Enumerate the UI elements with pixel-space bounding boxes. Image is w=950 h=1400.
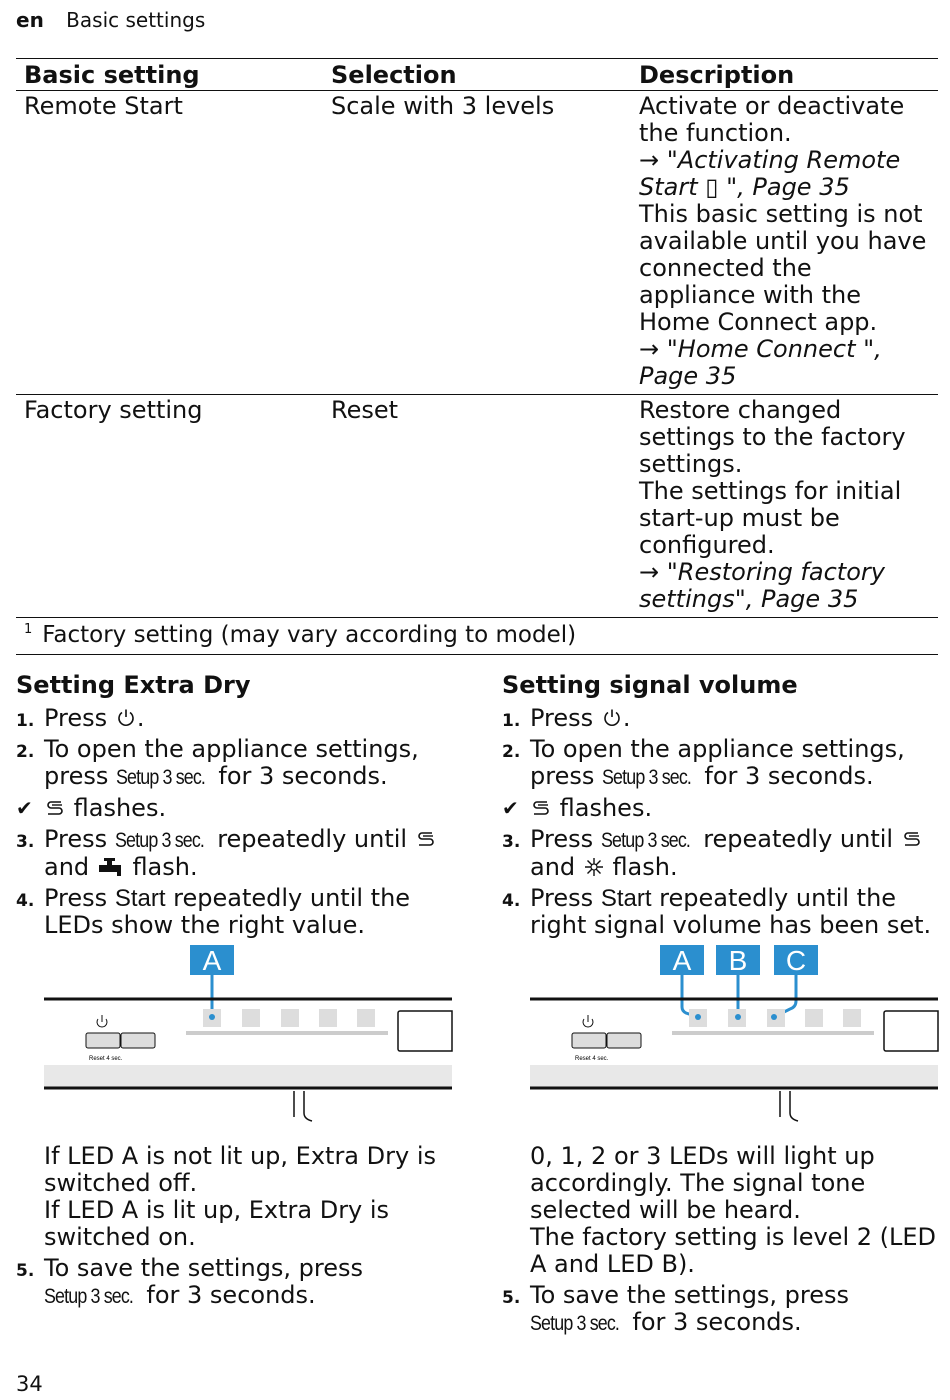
section-heading: Setting signal volume bbox=[502, 671, 798, 699]
step-text: Press bbox=[530, 825, 594, 853]
table-footnote bbox=[16, 620, 938, 655]
setup-key-label: Setup 3 sec. bbox=[114, 829, 204, 852]
led bbox=[357, 1009, 375, 1027]
description-cell bbox=[631, 91, 938, 395]
door-handle bbox=[780, 1091, 798, 1121]
step-number: 4. bbox=[502, 891, 521, 911]
step-2 bbox=[502, 736, 942, 791]
basic-settings-table bbox=[16, 58, 938, 618]
callout-label: A bbox=[672, 945, 692, 976]
page-number: 34 bbox=[16, 1372, 43, 1396]
sound-icon bbox=[583, 857, 605, 877]
table-row bbox=[16, 395, 938, 618]
step-text: Press bbox=[44, 704, 108, 732]
power-button bbox=[86, 1033, 120, 1048]
setting-s-icon bbox=[901, 829, 923, 849]
step-1: 1. Press . bbox=[502, 705, 942, 732]
step-number: 1. bbox=[502, 711, 521, 731]
footnote-mark: 1 bbox=[24, 622, 33, 637]
result-paragraph: 0, 1, 2 or 3 LEDs will light up accordingly. The signal tone selected will be heard. bbox=[530, 1142, 875, 1224]
power-icon bbox=[115, 708, 137, 728]
cross-reference-link[interactable]: → "Home Connect ", Page 35 bbox=[639, 335, 882, 390]
led bbox=[319, 1009, 337, 1027]
step-text: repeatedly until bbox=[217, 825, 408, 853]
start-key-label: Start bbox=[600, 885, 652, 912]
led bbox=[242, 1009, 260, 1027]
step-5 bbox=[502, 1282, 942, 1337]
step-text: Press bbox=[530, 884, 594, 912]
tap-icon bbox=[97, 857, 125, 877]
result-paragraph: If LED A is not lit up, Extra Dry is switched off. bbox=[44, 1142, 436, 1197]
panel-diagram bbox=[502, 945, 942, 1135]
language-tag: en bbox=[16, 8, 44, 32]
setting-s-icon bbox=[415, 829, 437, 849]
step-text: for 3 seconds. bbox=[704, 762, 874, 790]
step-text: repeatedly until the right signal volume has been set. bbox=[530, 884, 932, 939]
footnote-text: Factory setting (may vary according to model) bbox=[42, 622, 577, 648]
step-text: for 3 seconds. bbox=[146, 1281, 316, 1309]
reset-label: Reset 4 sec. bbox=[575, 1056, 609, 1062]
extra-dry-section bbox=[16, 672, 456, 1314]
power-icon bbox=[601, 708, 623, 728]
step-text: for 3 seconds. bbox=[632, 1308, 802, 1336]
step-text: flash. bbox=[612, 853, 678, 881]
step-text: flash. bbox=[132, 853, 198, 881]
door-handle bbox=[294, 1091, 312, 1121]
setup-key-label: Setup 3 sec. bbox=[602, 766, 692, 789]
selection-cell: Reset bbox=[323, 395, 631, 618]
step-number: 5. bbox=[16, 1261, 35, 1281]
step-4 bbox=[502, 885, 942, 939]
description-text: Restore changed settings to the factory settings. bbox=[639, 396, 906, 478]
selection-cell: Scale with 3 levels bbox=[323, 91, 631, 395]
setup-key-label: Setup 3 sec. bbox=[44, 1285, 134, 1308]
column-header: Basic setting bbox=[16, 59, 323, 91]
step-4 bbox=[16, 885, 456, 939]
description-text: This basic setting is not available until you have connected the appliance with the Home Connect app. bbox=[639, 200, 927, 336]
step-number: 4. bbox=[16, 891, 35, 911]
callout-label: C bbox=[785, 945, 807, 976]
step-text: To open the appliance settings, press bbox=[44, 735, 419, 790]
section-heading: Setting Extra Dry bbox=[16, 671, 251, 699]
panel-diagram bbox=[16, 945, 456, 1135]
reset-label: Reset 4 sec. bbox=[89, 1056, 123, 1062]
cross-reference-link[interactable]: → "Activating Remote Start ▯ ", Page 35 bbox=[639, 146, 901, 201]
setting-s-icon bbox=[530, 798, 552, 818]
check-result bbox=[16, 795, 456, 822]
checkmark-icon: ✔ bbox=[502, 796, 519, 820]
setup-button bbox=[121, 1033, 155, 1048]
result-paragraph: The factory setting is level 2 (LED A and LED B). bbox=[530, 1223, 937, 1278]
step-text: flashes. bbox=[73, 794, 167, 822]
step-text: repeatedly until the LEDs show the right value. bbox=[44, 884, 411, 939]
display-window bbox=[884, 1011, 938, 1051]
cross-reference-link[interactable]: → "Restoring factory settings", Page 35 bbox=[639, 558, 885, 613]
column-header: Description bbox=[631, 59, 938, 91]
setting-cell: Remote Start bbox=[16, 91, 323, 395]
setup-key-label: Setup 3 sec. bbox=[116, 766, 206, 789]
step-text: Press bbox=[44, 884, 108, 912]
step-text: To save the settings, press bbox=[530, 1281, 850, 1309]
section-title: Basic settings bbox=[66, 8, 206, 32]
step-text: Press bbox=[44, 825, 108, 853]
setup-key-label: Setup 3 sec. bbox=[600, 829, 690, 852]
control-panel-illustration bbox=[502, 945, 942, 1135]
step-1: 1. Press . bbox=[16, 705, 456, 732]
description-cell bbox=[631, 395, 938, 618]
step-text: for 3 seconds. bbox=[218, 762, 388, 790]
led bbox=[281, 1009, 299, 1027]
step-number: 2. bbox=[502, 742, 521, 762]
step-3 bbox=[502, 826, 942, 881]
step-text: Press bbox=[530, 704, 594, 732]
step-number: 3. bbox=[502, 832, 521, 852]
step-number: 1. bbox=[16, 711, 35, 731]
step-text: and bbox=[44, 853, 90, 881]
step-text: and bbox=[530, 853, 576, 881]
setting-cell: Factory setting bbox=[16, 395, 323, 618]
checkmark-icon: ✔ bbox=[16, 796, 33, 820]
callout-label: B bbox=[728, 945, 748, 976]
result-paragraph: If LED A is lit up, Extra Dry is switched on. bbox=[44, 1196, 390, 1251]
step-text: To save the settings, press bbox=[44, 1254, 364, 1282]
led bbox=[843, 1009, 861, 1027]
step-number: 3. bbox=[16, 832, 35, 852]
step-3 bbox=[16, 826, 456, 881]
setting-s-icon bbox=[44, 798, 66, 818]
step-number: 2. bbox=[16, 742, 35, 762]
setup-key-label: Setup 3 sec. bbox=[530, 1312, 620, 1335]
description-text: Activate or deactivate the function. bbox=[639, 92, 905, 147]
table-header-row bbox=[16, 59, 938, 91]
step-text: repeatedly until bbox=[703, 825, 894, 853]
column-header: Selection bbox=[323, 59, 631, 91]
table-row bbox=[16, 91, 938, 395]
power-button bbox=[572, 1033, 606, 1048]
step-2 bbox=[16, 736, 456, 791]
led bbox=[805, 1009, 823, 1027]
setup-button bbox=[607, 1033, 641, 1048]
start-key-label: Start bbox=[114, 885, 166, 912]
check-result bbox=[502, 795, 942, 822]
control-panel-illustration bbox=[16, 945, 456, 1135]
callout-label: A bbox=[202, 945, 222, 976]
signal-volume-section bbox=[502, 672, 942, 1341]
step-text: flashes. bbox=[559, 794, 653, 822]
step-number: 5. bbox=[502, 1288, 521, 1308]
step-5 bbox=[16, 1255, 456, 1310]
description-text: The settings for initial start-up must be configured. bbox=[639, 477, 902, 559]
page-header bbox=[16, 8, 205, 32]
step-text: To open the appliance settings, press bbox=[530, 735, 905, 790]
display-window bbox=[398, 1011, 452, 1051]
